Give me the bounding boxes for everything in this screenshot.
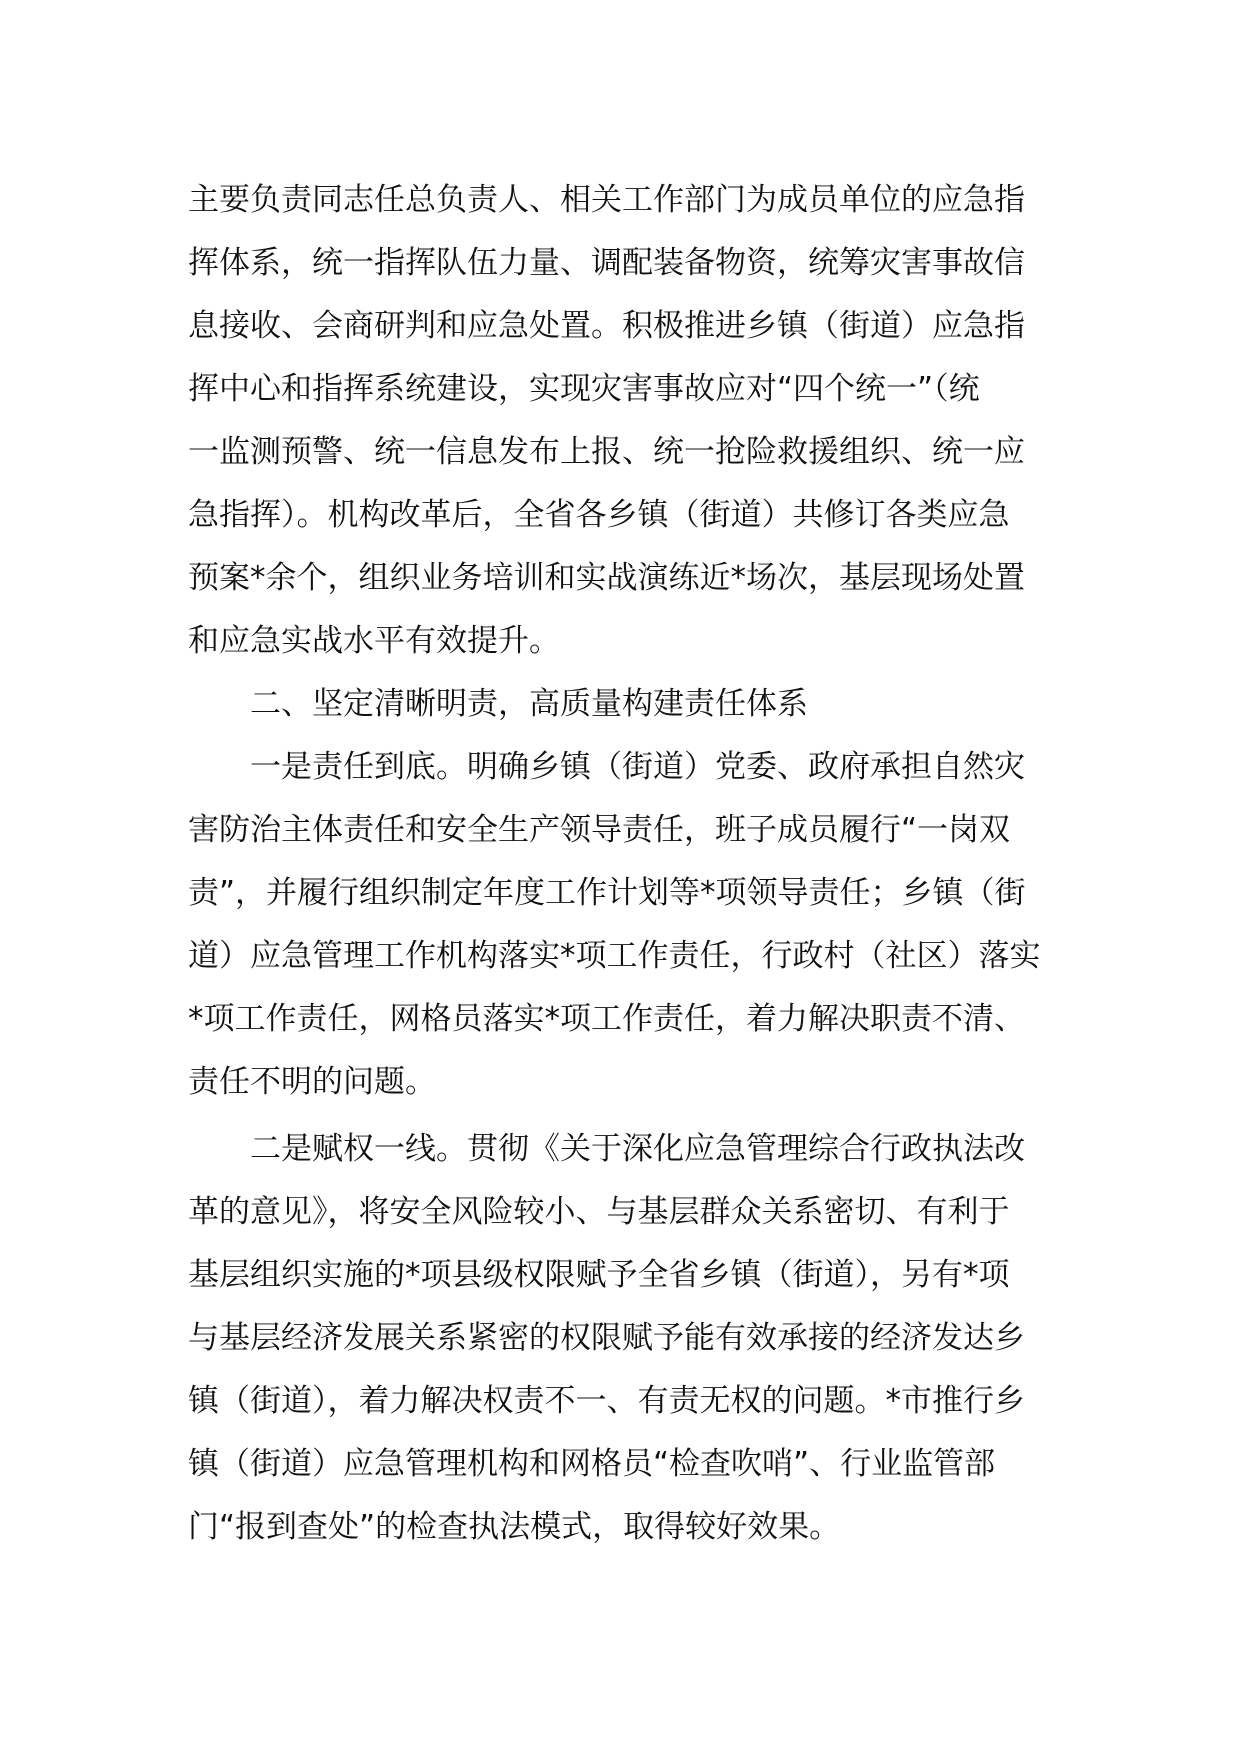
paragraph-first-line: 二是赋权一线。贯彻《关于深化应急管理综合行政执法改: [250, 1131, 1025, 1167]
text-line: 与基层经济发展关系紧密的权限赋予能有效承接的经济发达乡: [188, 1320, 1025, 1356]
text-line: 和应急实战水平有效提升。: [188, 623, 560, 659]
text-line: 镇（街道），着力解决权责不一、有责无权的问题。*市推行乡: [188, 1383, 1025, 1419]
text-line: 门“报到查处”的检查执法模式，取得较好效果。: [188, 1509, 841, 1545]
text-line: 一监测预警、统一信息发布上报、统一抢险救援组织、统一应: [188, 434, 1025, 470]
text-line: 镇（街道）应急管理机构和网格员“检查吹哨”、行业监管部: [188, 1446, 996, 1482]
text-line: 害防治主体责任和安全生产领导责任，班子成员履行“一岗双: [188, 812, 1011, 848]
text-line: 基层组织实施的*项县级权限赋予全省乡镇（街道），另有*项: [188, 1257, 1010, 1293]
section-heading: 二、坚定清晰明责，高质量构建责任体系: [250, 686, 808, 722]
text-line: 道）应急管理工作机构落实*项工作责任，行政村（社区）落实: [188, 938, 1041, 974]
text-line: 预案*余个，组织业务培训和实战演练近*场次，基层现场处置: [188, 560, 1025, 596]
text-line: 主要负责同志任总负责人、相关工作部门为成员单位的应急指: [188, 182, 1025, 218]
text-line: 责”，并履行组织制定年度工作计划等*项领导责任；乡镇（街: [188, 875, 1026, 911]
text-line: 革的意见》，将安全风险较小、与基层群众关系密切、有利于: [188, 1194, 1010, 1230]
text-line: 息接收、会商研判和应急处置。积极推进乡镇（街道）应急指: [188, 308, 1025, 344]
text-line: *项工作责任，网格员落实*项工作责任，着力解决职责不清、: [188, 1001, 1025, 1037]
paragraph-first-line: 一是责任到底。明确乡镇（街道）党委、政府承担自然灾: [250, 749, 1025, 785]
text-line: 急指挥）。机构改革后，全省各乡镇（街道）共修订各类应急: [188, 497, 1010, 533]
text-line: 责任不明的问题。: [188, 1064, 436, 1100]
text-line: 挥中心和指挥系统建设，实现灾害事故应对“四个统一”（统: [188, 371, 980, 407]
text-line: 挥体系，统一指挥队伍力量、调配装备物资，统筹灾害事故信: [188, 245, 1025, 281]
